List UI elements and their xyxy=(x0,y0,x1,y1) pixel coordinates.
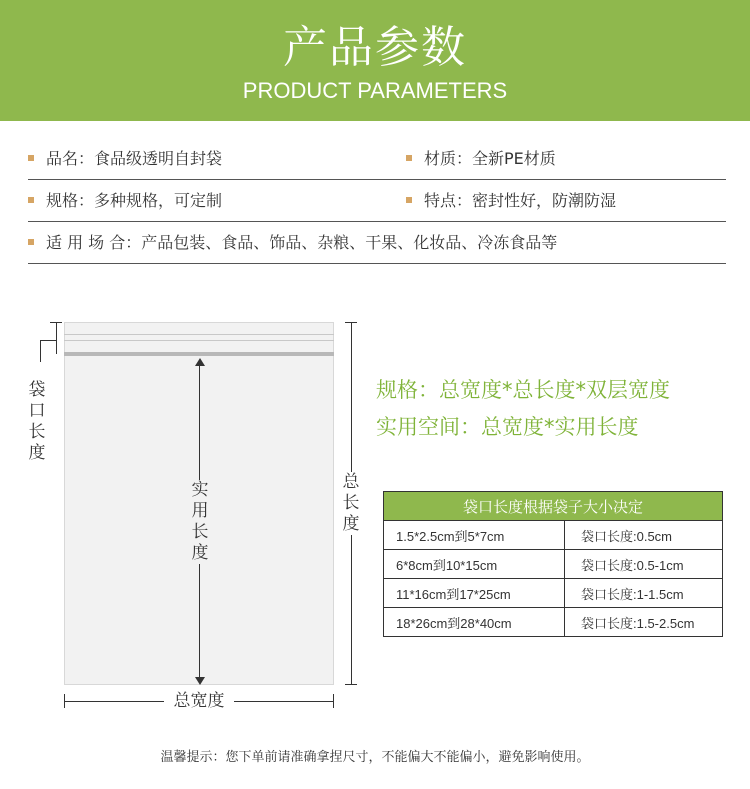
bullet-icon xyxy=(28,239,34,245)
bullet-icon xyxy=(406,197,412,203)
spec-row-2 xyxy=(28,179,726,222)
table-cell-size: 11*16cm到17*25cm xyxy=(384,579,565,608)
note-usable-formula: 实用空间：总宽度*实用长度 xyxy=(376,415,639,439)
bullet-icon xyxy=(28,197,34,203)
bullet-icon xyxy=(406,155,412,161)
table-cell-size: 6*8cm到10*15cm xyxy=(384,550,565,579)
arrow-down-icon xyxy=(195,677,205,685)
note-spec-formula: 规格：总宽度*总长度*双层宽度 xyxy=(376,378,670,402)
spec-name: 品名：食品级透明自封袋 xyxy=(28,149,222,169)
spec-usage: 适 用 场 合：产品包装、食品、饰品、杂粮、干果、化妆品、冷冻食品等 xyxy=(28,233,557,253)
spec-spec: 规格：多种规格，可定制 xyxy=(28,191,222,211)
table-cell-mouth: 袋口长度:1.5-2.5cm xyxy=(565,608,723,637)
table-cell-mouth: 袋口长度:0.5cm xyxy=(565,521,723,550)
table-cell-mouth: 袋口长度:0.5-1cm xyxy=(565,550,723,579)
zip-line xyxy=(64,334,334,335)
usable-length-label: 实用长度 xyxy=(191,480,209,563)
spec-row-1 xyxy=(28,137,726,180)
total-length-label: 总长度 xyxy=(342,472,360,534)
table-row xyxy=(384,521,723,550)
mouth-leader-v xyxy=(40,340,41,362)
header-banner xyxy=(0,0,750,121)
table-cell-mouth: 袋口长度:1-1.5cm xyxy=(565,579,723,608)
tip-text: 温馨提示：您下单前请准确拿捏尺寸，不能偏大不能偏小，避免影响使用。 xyxy=(160,750,590,765)
table-header: 袋口长度根据袋子大小决定 xyxy=(384,492,723,521)
title-en: PRODUCT PARAMETERS xyxy=(242,78,508,103)
mouth-dim-line xyxy=(56,322,57,354)
zip-seal xyxy=(64,352,334,356)
table-row xyxy=(384,550,723,579)
spec-feature: 特点：密封性好，防潮防湿 xyxy=(406,191,616,211)
table-cell-size: 1.5*2.5cm到5*7cm xyxy=(384,521,565,550)
table-cell-size: 18*26cm到28*40cm xyxy=(384,608,565,637)
zip-line xyxy=(64,340,334,341)
table-row xyxy=(384,579,723,608)
mouth-leader-h xyxy=(40,340,56,341)
spec-material: 材质：全新PE材质 xyxy=(406,149,556,169)
table-row xyxy=(384,608,723,637)
spec-row-3 xyxy=(28,221,726,264)
mouth-length-table xyxy=(383,491,723,637)
mouth-length-label: 袋口长度 xyxy=(28,380,46,463)
bullet-icon xyxy=(28,155,34,161)
total-width-label: 总宽度 xyxy=(164,690,234,712)
arrow-up-icon xyxy=(195,358,205,366)
title-zh: 产品参数 xyxy=(283,22,467,73)
